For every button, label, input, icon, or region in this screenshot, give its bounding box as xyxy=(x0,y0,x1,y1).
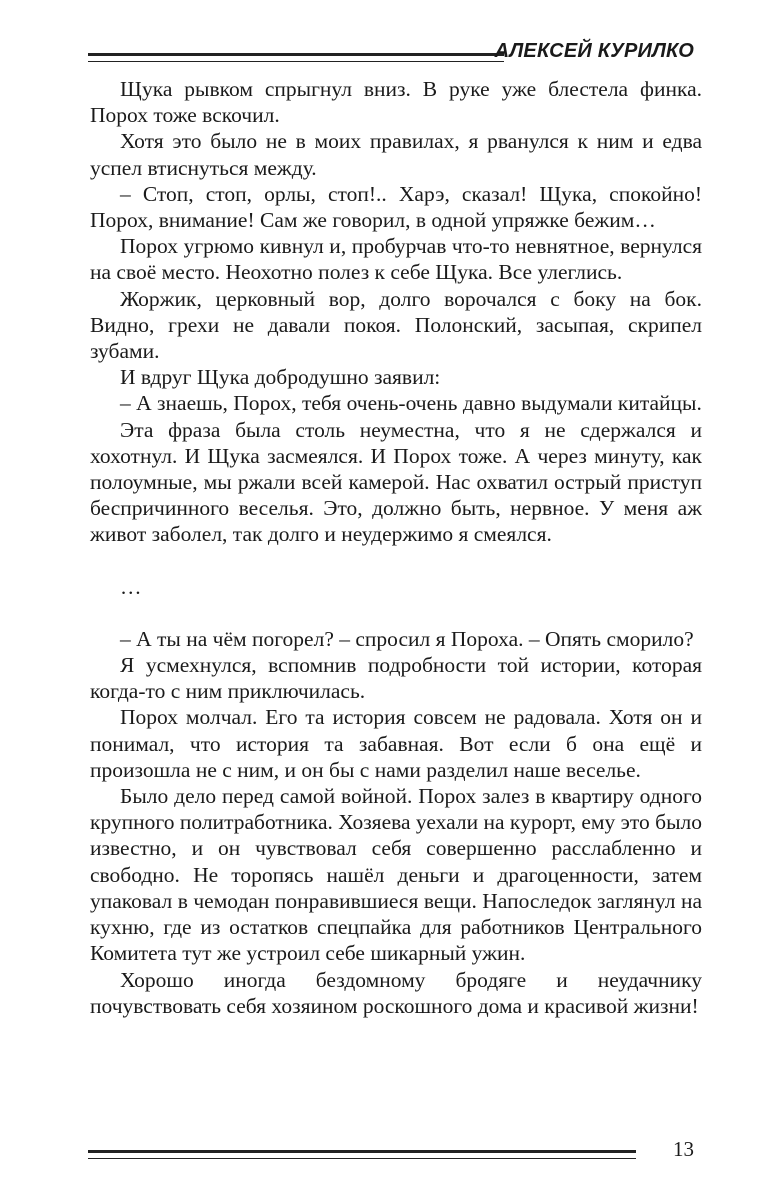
paragraph: – А ты на чём погорел? – спросил я Пороха. – Опять сморило? xyxy=(120,626,694,651)
footer-rule xyxy=(88,1150,636,1159)
body-text xyxy=(90,76,702,1019)
paragraph: – А знаешь, Порох, тебя очень-очень давно выдумали китайцы. xyxy=(120,391,702,416)
paragraph: Порох молчал. Его та история совсем не радовала. Хотя он и понимал, что история та забавная. Вот если б она ещё и произошла не с ним, и он бы с нами разделил наше веселье. xyxy=(90,705,702,782)
header-rule xyxy=(88,53,504,62)
running-header xyxy=(88,38,694,68)
paragraph: Хорошо иногда бездомному бродяге и неудачнику почувствовать себя хозяином роскошного дома и красивой жизни! xyxy=(90,967,702,1018)
paragraph: Порох угрюмо кивнул и, пробурчав что-то невнятное, вернулся на своё место. Неохотно полез к себе Щука. Все улеглись. xyxy=(90,234,702,285)
paragraph: Щука рывком спрыгнул вниз. В руке уже блестела финка. Порох тоже вскочил. xyxy=(90,77,702,128)
page-footer xyxy=(88,1136,694,1176)
paragraph: Было дело перед самой войной. Порох залез в квартиру одного крупного политработника. Хозяева уехали на курорт, ему это было известно, и он чувствовал себя совершенно расслабленно и свободно. Не торопясь нашёл деньги и драгоценности, затем упаковал в чемодан понравившиеся вещи. Напоследок заглянул на кухню, где из остатков спецпайка для работников Центрального Комитета тут же устроил себе шикарный ужин. xyxy=(90,784,702,966)
paragraph: Хотя это было не в моих правилах, я рванулся к ним и едва успел втиснуться между. xyxy=(90,129,702,180)
author-name: АЛЕКСЕЙ КУРИЛКО xyxy=(494,40,694,62)
section-break-ellipsis: … xyxy=(120,574,142,599)
paragraph: Эта фраза была столь неуместна, что я не сдержался и хохотнул. И Щука засмеялся. И Порох тоже. А через минуту, как полоумные, мы ржали всей камерой. Нас охватил острый приступ беспричинного веселья. Это, должно быть, нервное. У меня аж живот заболел, так долго и неудержимо я смеялся. xyxy=(90,417,702,547)
page-number: 13 xyxy=(673,1137,694,1161)
paragraph: И вдруг Щука добродушно заявил: xyxy=(120,365,441,390)
paragraph: Жоржик, церковный вор, долго ворочался с боку на бок. Видно, грехи не давали покоя. Полонский, засыпая, скрипел зубами. xyxy=(90,286,702,364)
paragraph: – Стоп, стоп, орлы, стоп!.. Харэ, сказал! Щука, спокойно! Порох, внимание! Сам же говорил, в одной упряжке бежим… xyxy=(90,181,702,233)
paragraph: Я усмехнулся, вспомнив подробности той истории, которая когда-то с ним приключилась. xyxy=(90,653,702,704)
